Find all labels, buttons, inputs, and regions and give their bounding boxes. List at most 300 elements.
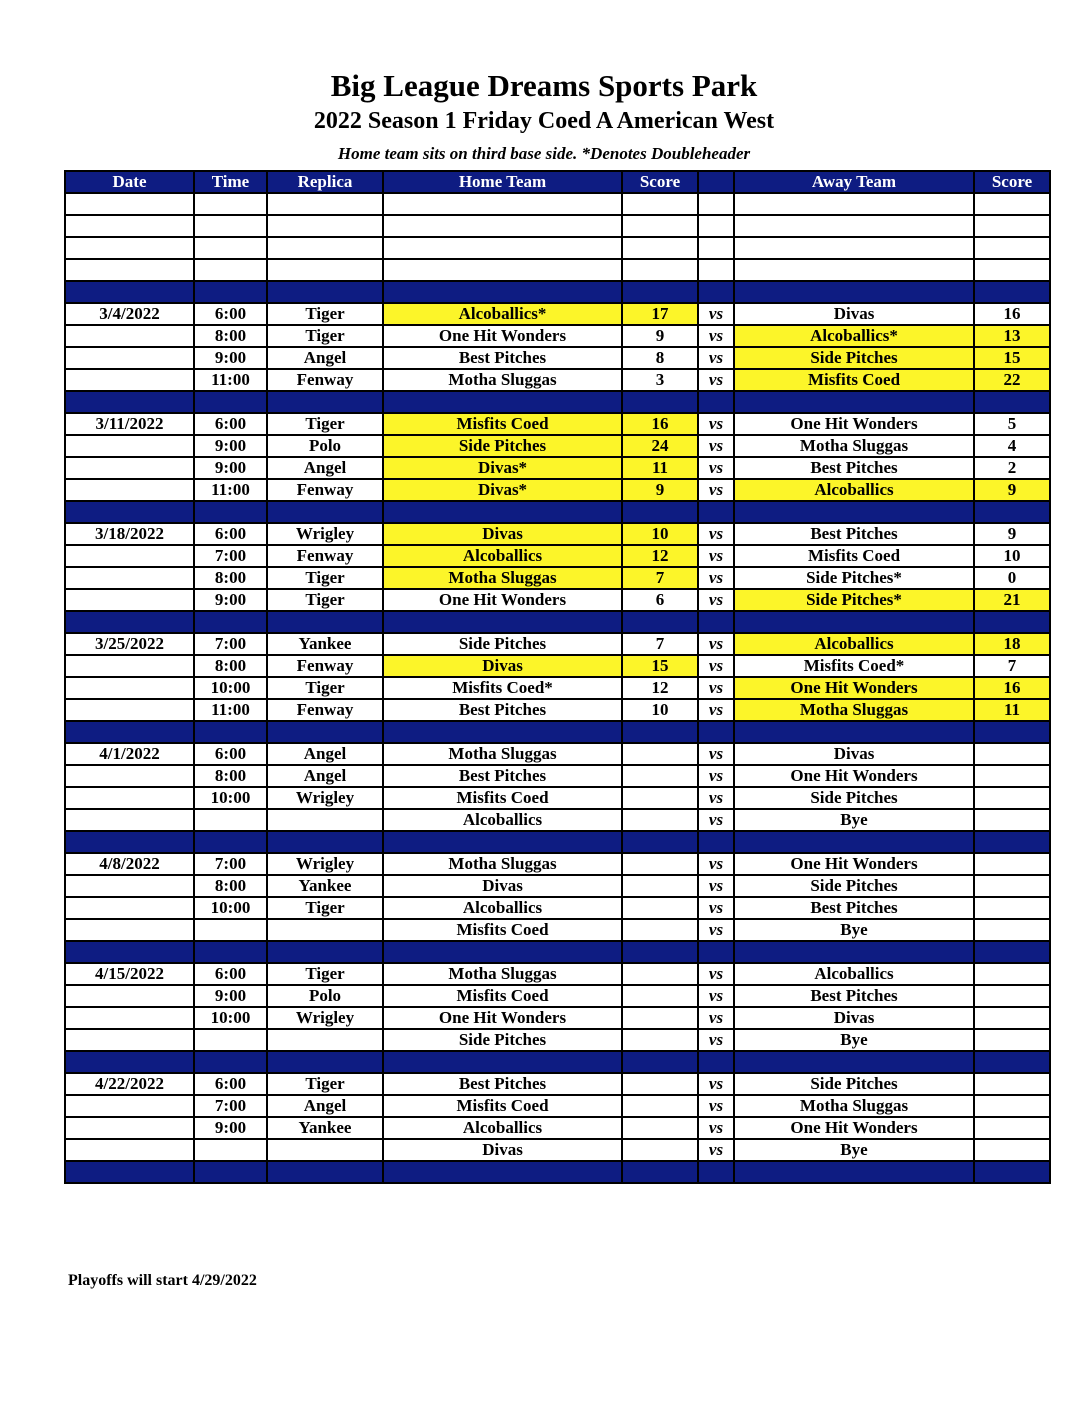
away-team: Best Pitches [734, 897, 974, 919]
blank-cell [974, 237, 1050, 259]
home-team: Alcoballics [383, 897, 622, 919]
field-replica: Fenway [267, 655, 383, 677]
away-team: Divas [734, 743, 974, 765]
game-row [65, 479, 1050, 501]
field-replica: Wrigley [267, 787, 383, 809]
blank-cell [974, 259, 1050, 281]
home-team: Motha Sluggas [383, 743, 622, 765]
game-row [65, 1029, 1050, 1051]
game-date: 3/25/2022 [65, 633, 194, 655]
home-team: Divas [383, 875, 622, 897]
separator-cell [383, 611, 622, 633]
game-time: 8:00 [194, 765, 267, 787]
away-team: Misfits Coed [734, 545, 974, 567]
away-team: Best Pitches [734, 523, 974, 545]
game-time [194, 809, 267, 831]
game-time: 9:00 [194, 589, 267, 611]
separator-cell [383, 391, 622, 413]
separator-cell [194, 831, 267, 853]
separator-cell [974, 721, 1050, 743]
field-replica [267, 809, 383, 831]
blank-cell [734, 215, 974, 237]
game-time: 10:00 [194, 677, 267, 699]
vs-label: vs [698, 589, 734, 611]
field-replica: Wrigley [267, 523, 383, 545]
separator-cell [698, 501, 734, 523]
home-team: Divas* [383, 457, 622, 479]
home-team: Alcoballics [383, 809, 622, 831]
header-note: Home team sits on third base side. *Denotes Doubleheader [337, 144, 751, 163]
separator-cell [698, 611, 734, 633]
game-time: 6:00 [194, 1073, 267, 1095]
game-date [65, 1139, 194, 1161]
blank-cell [622, 215, 698, 237]
away-score [974, 743, 1050, 765]
home-team: Side Pitches [383, 1029, 622, 1051]
home-score: 10 [622, 523, 698, 545]
separator-cell [698, 1161, 734, 1183]
away-team: Misfits Coed [734, 369, 974, 391]
blank-row [65, 193, 1050, 215]
week-separator-row [65, 281, 1050, 303]
home-team: Side Pitches [383, 435, 622, 457]
blank-cell [698, 215, 734, 237]
home-score: 8 [622, 347, 698, 369]
separator-cell [65, 941, 194, 963]
vs-label: vs [698, 677, 734, 699]
home-team: Best Pitches [383, 699, 622, 721]
away-team: Side Pitches* [734, 589, 974, 611]
away-score: 22 [974, 369, 1050, 391]
field-replica: Polo [267, 985, 383, 1007]
vs-label: vs [698, 1117, 734, 1139]
game-time: 7:00 [194, 853, 267, 875]
field-replica: Angel [267, 743, 383, 765]
away-score [974, 897, 1050, 919]
vs-label: vs [698, 875, 734, 897]
separator-cell [65, 281, 194, 303]
field-replica: Tiger [267, 677, 383, 699]
away-score: 9 [974, 523, 1050, 545]
blank-cell [194, 237, 267, 259]
separator-cell [194, 1051, 267, 1073]
game-time: 10:00 [194, 787, 267, 809]
blank-cell [267, 237, 383, 259]
separator-cell [267, 941, 383, 963]
away-score [974, 787, 1050, 809]
game-time: 6:00 [194, 413, 267, 435]
column-header-replica: Replica [267, 171, 383, 193]
vs-label: vs [698, 787, 734, 809]
playoffs-note: Playoffs will start 4/29/2022 [68, 1272, 257, 1289]
blank-cell [383, 237, 622, 259]
away-team: Bye [734, 809, 974, 831]
game-date [65, 919, 194, 941]
blank-cell [622, 237, 698, 259]
game-time: 9:00 [194, 457, 267, 479]
blank-cell [698, 237, 734, 259]
away-team: One Hit Wonders [734, 677, 974, 699]
home-team: Best Pitches [383, 765, 622, 787]
game-row [65, 633, 1050, 655]
away-team: Bye [734, 1029, 974, 1051]
game-date [65, 479, 194, 501]
game-date: 3/4/2022 [65, 303, 194, 325]
away-score [974, 1073, 1050, 1095]
separator-cell [267, 501, 383, 523]
vs-label: vs [698, 1073, 734, 1095]
separator-cell [65, 611, 194, 633]
away-team: Motha Sluggas [734, 1095, 974, 1117]
schedule-body [65, 193, 1050, 1183]
away-score: 7 [974, 655, 1050, 677]
field-replica: Angel [267, 457, 383, 479]
game-row [65, 677, 1050, 699]
game-time: 8:00 [194, 875, 267, 897]
vs-label: vs [698, 853, 734, 875]
column-header-away-team: Away Team [734, 171, 974, 193]
home-team: One Hit Wonders [383, 1007, 622, 1029]
game-row [65, 1095, 1050, 1117]
game-date [65, 875, 194, 897]
separator-cell [194, 281, 267, 303]
away-score [974, 809, 1050, 831]
game-time: 8:00 [194, 567, 267, 589]
vs-label: vs [698, 1139, 734, 1161]
separator-cell [734, 1161, 974, 1183]
away-team: Misfits Coed* [734, 655, 974, 677]
away-team: Motha Sluggas [734, 699, 974, 721]
game-date: 4/1/2022 [65, 743, 194, 765]
away-score: 16 [974, 677, 1050, 699]
game-row [65, 413, 1050, 435]
away-team: Side Pitches [734, 1073, 974, 1095]
separator-cell [383, 831, 622, 853]
vs-label: vs [698, 369, 734, 391]
column-header-vs [698, 171, 734, 193]
home-score [622, 1007, 698, 1029]
home-team: Divas* [383, 479, 622, 501]
separator-cell [383, 501, 622, 523]
game-row [65, 1117, 1050, 1139]
game-row [65, 699, 1050, 721]
blank-cell [734, 237, 974, 259]
field-replica: Tiger [267, 897, 383, 919]
home-score: 17 [622, 303, 698, 325]
game-date: 3/18/2022 [65, 523, 194, 545]
game-time: 10:00 [194, 897, 267, 919]
separator-cell [734, 501, 974, 523]
separator-cell [622, 831, 698, 853]
game-time: 7:00 [194, 1095, 267, 1117]
home-team: Misfits Coed [383, 787, 622, 809]
separator-cell [622, 281, 698, 303]
game-time: 6:00 [194, 963, 267, 985]
away-score: 11 [974, 699, 1050, 721]
game-date [65, 369, 194, 391]
away-team: Best Pitches [734, 457, 974, 479]
home-score: 12 [622, 545, 698, 567]
separator-cell [734, 1051, 974, 1073]
blank-cell [65, 215, 194, 237]
away-team: Alcoballics [734, 633, 974, 655]
away-team: Motha Sluggas [734, 435, 974, 457]
game-date [65, 1095, 194, 1117]
game-row [65, 655, 1050, 677]
home-score [622, 897, 698, 919]
separator-cell [974, 281, 1050, 303]
game-time [194, 1139, 267, 1161]
home-score: 6 [622, 589, 698, 611]
game-time: 8:00 [194, 655, 267, 677]
home-score: 7 [622, 567, 698, 589]
vs-label: vs [698, 897, 734, 919]
game-row [65, 1073, 1050, 1095]
field-replica: Wrigley [267, 853, 383, 875]
separator-cell [734, 831, 974, 853]
field-replica: Fenway [267, 545, 383, 567]
week-separator-row [65, 1051, 1050, 1073]
vs-label: vs [698, 523, 734, 545]
game-date [65, 985, 194, 1007]
week-separator-row [65, 501, 1050, 523]
away-score [974, 963, 1050, 985]
home-team: Best Pitches [383, 1073, 622, 1095]
separator-cell [383, 1051, 622, 1073]
vs-label: vs [698, 457, 734, 479]
game-row [65, 1007, 1050, 1029]
page-subtitle: 2022 Season 1 Friday Coed A American West [313, 108, 775, 134]
away-score: 13 [974, 325, 1050, 347]
blank-cell [383, 215, 622, 237]
separator-cell [734, 941, 974, 963]
separator-cell [974, 501, 1050, 523]
away-score: 18 [974, 633, 1050, 655]
column-header-away-score: Score [974, 171, 1050, 193]
game-date [65, 655, 194, 677]
field-replica: Tiger [267, 589, 383, 611]
away-score [974, 875, 1050, 897]
game-date [65, 347, 194, 369]
game-time: 9:00 [194, 347, 267, 369]
separator-cell [194, 391, 267, 413]
separator-cell [65, 391, 194, 413]
column-header-date: Date [65, 171, 194, 193]
column-header-home-score: Score [622, 171, 698, 193]
game-date [65, 1007, 194, 1029]
home-score [622, 743, 698, 765]
game-date [65, 699, 194, 721]
separator-cell [622, 941, 698, 963]
away-score: 2 [974, 457, 1050, 479]
separator-cell [698, 831, 734, 853]
separator-cell [65, 501, 194, 523]
field-replica: Tiger [267, 413, 383, 435]
vs-label: vs [698, 1007, 734, 1029]
game-row [65, 765, 1050, 787]
game-row [65, 303, 1050, 325]
game-row [65, 457, 1050, 479]
home-team: Alcoballics* [383, 303, 622, 325]
field-replica: Wrigley [267, 1007, 383, 1029]
separator-cell [267, 1051, 383, 1073]
home-team: Misfits Coed [383, 919, 622, 941]
field-replica: Angel [267, 1095, 383, 1117]
column-header-time: Time [194, 171, 267, 193]
separator-cell [622, 1161, 698, 1183]
vs-label: vs [698, 347, 734, 369]
home-score [622, 765, 698, 787]
game-time: 6:00 [194, 743, 267, 765]
home-team: Misfits Coed [383, 413, 622, 435]
game-time [194, 1029, 267, 1051]
field-replica: Tiger [267, 325, 383, 347]
home-score: 7 [622, 633, 698, 655]
away-team: One Hit Wonders [734, 765, 974, 787]
blank-cell [974, 215, 1050, 237]
separator-cell [267, 1161, 383, 1183]
away-score [974, 1139, 1050, 1161]
game-date [65, 325, 194, 347]
game-date [65, 567, 194, 589]
game-row [65, 369, 1050, 391]
separator-cell [622, 391, 698, 413]
table-header-row [65, 171, 1050, 193]
game-date [65, 1029, 194, 1051]
away-score [974, 765, 1050, 787]
home-score: 15 [622, 655, 698, 677]
game-date: 4/8/2022 [65, 853, 194, 875]
home-score [622, 963, 698, 985]
home-score [622, 1139, 698, 1161]
vs-label: vs [698, 765, 734, 787]
away-team: Side Pitches [734, 875, 974, 897]
separator-cell [734, 391, 974, 413]
column-header-home-team: Home Team [383, 171, 622, 193]
home-score [622, 875, 698, 897]
vs-label: vs [698, 633, 734, 655]
blank-row [65, 237, 1050, 259]
blank-row [65, 215, 1050, 237]
home-team: Motha Sluggas [383, 567, 622, 589]
game-row [65, 347, 1050, 369]
week-separator-row [65, 1161, 1050, 1183]
away-score: 16 [974, 303, 1050, 325]
blank-cell [622, 259, 698, 281]
separator-cell [698, 721, 734, 743]
away-score [974, 1029, 1050, 1051]
game-time: 7:00 [194, 545, 267, 567]
away-score [974, 853, 1050, 875]
away-score: 15 [974, 347, 1050, 369]
field-replica [267, 1139, 383, 1161]
vs-label: vs [698, 963, 734, 985]
home-team: Motha Sluggas [383, 963, 622, 985]
vs-label: vs [698, 919, 734, 941]
home-score [622, 1095, 698, 1117]
home-team: Alcoballics [383, 1117, 622, 1139]
separator-cell [974, 1051, 1050, 1073]
game-time: 7:00 [194, 633, 267, 655]
game-date [65, 589, 194, 611]
away-score: 9 [974, 479, 1050, 501]
week-separator-row [65, 721, 1050, 743]
blank-cell [65, 259, 194, 281]
game-date: 4/22/2022 [65, 1073, 194, 1095]
home-score [622, 1029, 698, 1051]
vs-label: vs [698, 545, 734, 567]
blank-cell [698, 259, 734, 281]
away-score [974, 919, 1050, 941]
home-team: Alcoballics [383, 545, 622, 567]
separator-cell [194, 941, 267, 963]
game-time [194, 919, 267, 941]
away-score: 5 [974, 413, 1050, 435]
home-score [622, 1073, 698, 1095]
separator-cell [698, 391, 734, 413]
blank-cell [734, 193, 974, 215]
blank-row [65, 259, 1050, 281]
game-time: 9:00 [194, 985, 267, 1007]
vs-label: vs [698, 435, 734, 457]
home-team: Misfits Coed* [383, 677, 622, 699]
game-row [65, 919, 1050, 941]
home-score: 9 [622, 325, 698, 347]
separator-cell [622, 611, 698, 633]
game-row [65, 589, 1050, 611]
field-replica: Angel [267, 765, 383, 787]
blank-cell [65, 193, 194, 215]
week-separator-row [65, 831, 1050, 853]
vs-label: vs [698, 743, 734, 765]
blank-cell [698, 193, 734, 215]
game-time: 8:00 [194, 325, 267, 347]
away-team: One Hit Wonders [734, 413, 974, 435]
vs-label: vs [698, 1095, 734, 1117]
game-time: 6:00 [194, 523, 267, 545]
game-row [65, 809, 1050, 831]
home-score: 12 [622, 677, 698, 699]
game-row [65, 325, 1050, 347]
game-row [65, 1139, 1050, 1161]
away-score [974, 1007, 1050, 1029]
game-time: 11:00 [194, 479, 267, 501]
game-row [65, 523, 1050, 545]
game-row [65, 875, 1050, 897]
blank-cell [65, 237, 194, 259]
home-team: One Hit Wonders [383, 589, 622, 611]
home-score: 10 [622, 699, 698, 721]
home-team: Motha Sluggas [383, 853, 622, 875]
home-score: 9 [622, 479, 698, 501]
away-team: Side Pitches* [734, 567, 974, 589]
field-replica: Yankee [267, 875, 383, 897]
away-team: One Hit Wonders [734, 1117, 974, 1139]
field-replica: Fenway [267, 479, 383, 501]
separator-cell [383, 281, 622, 303]
blank-cell [267, 259, 383, 281]
game-row [65, 567, 1050, 589]
blank-cell [974, 193, 1050, 215]
separator-cell [267, 831, 383, 853]
vs-label: vs [698, 303, 734, 325]
field-replica: Fenway [267, 369, 383, 391]
blank-cell [622, 193, 698, 215]
separator-cell [267, 391, 383, 413]
game-time: 6:00 [194, 303, 267, 325]
field-replica: Fenway [267, 699, 383, 721]
separator-cell [194, 611, 267, 633]
